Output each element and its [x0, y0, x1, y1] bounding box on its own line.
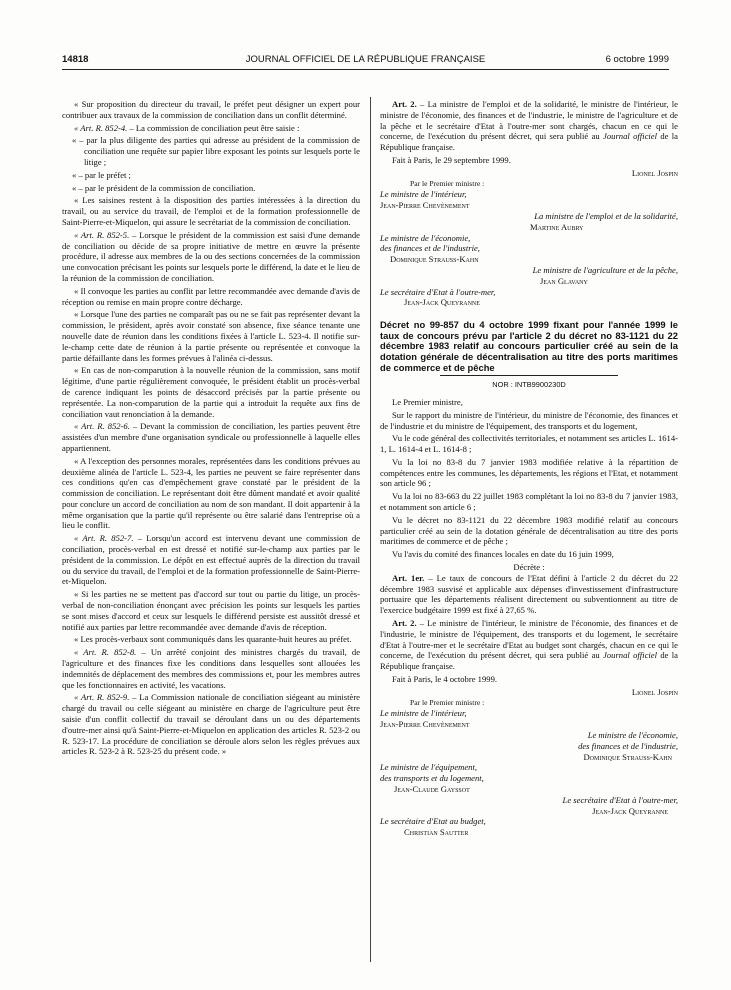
article-r852-8: « Art. R. 852-8. – Un arrêté conjoint des ministres chargés du travail, de l'agriculture et des finances fixe les conditions dans lesquelles sont allouées les indemnités de déplacement des membres des commissions et, pour les membres autres que les fonctionnaires en activité, les vacations. — [62, 647, 361, 690]
paragraph: « Les procès-verbaux sont communiqués dans les quarante-huit heures au préfet. — [74, 634, 352, 645]
signature-title: Le ministre de l'intérieur, — [380, 189, 467, 200]
visa: Sur le rapport du ministre de l'intérieur, du ministre de l'économie, des finances et de l'industrie et du ministre de l'équipement, des transports et du logement, — [380, 409, 678, 431]
list-item: « – par le préfet ; — [72, 169, 131, 180]
article-r852-5: « Art. R. 852-5. – Lorsque le président de la commission est saisi d'une demande de conciliation ou décide de sa propre initiative de mettre en œuvre la présente procédure, il adresse aux membres de la ou des sections concernées de la commission une convocation précisant les points sur lesquels porte le différend, la date et le lieu de la réunion de la commission de conciliation. — [62, 229, 360, 283]
column-divider — [370, 97, 371, 962]
decrete: Décrète : — [513, 562, 545, 573]
page-header — [62, 54, 669, 70]
paragraph: « Sur proposition du directeur du travail, le préfet peut désigner un expert pour contribuer aux travaux de la commission de conciliation dans un conflit déterminé. — [62, 99, 360, 120]
signature-name: Jean Glavany — [540, 275, 588, 286]
signature-name: Lionel Jospin — [631, 167, 678, 178]
article-2: Art. 2. – Le ministre de l'intérieur, le ministre de l'économie, des finances et de l'industrie, le ministre de l'équipement, des transports et du logement, le secrétaire d'Etat à l'outre-mer et le secrétaire d'Etat au budget sont chargés, chacun en ce qui le concerne, de l'exécution du présent décret, qui sera publié au Journal officiel de la République française. — [380, 618, 678, 672]
visa: Vu le décret no 83-1121 du 22 décembre 1983 modifié relatif au concours particulier créé au sein de la dotation générale de décentralisation au titre des ports maritimes de commerce et de pêche ; — [380, 514, 678, 547]
visa: Vu l'avis du comité des finances locales en date du 16 juin 1999, — [392, 549, 614, 560]
signature-title: Le ministre de l'économie, — [587, 730, 678, 741]
left-column — [62, 99, 360, 759]
signature-name: Christian Sautter — [404, 827, 469, 838]
signature-name: Dominique Strauss-Kahn — [390, 254, 479, 265]
signature-title: des transports et du logement, — [380, 773, 484, 784]
signature-name: Dominique Strauss-Kahn — [583, 751, 672, 762]
signature-intro: Par le Premier ministre : — [410, 697, 485, 707]
page-number: 14818 — [62, 54, 89, 65]
decree-rule — [440, 375, 619, 376]
paragraph: « A l'exception des personnes morales, représentées dans les conditions prévues au deuxième alinéa de l'article L. 523-4, les parties ne peuvent se faire représenter dans ces conditions qu'en cas d'empêchement grave constaté par le président de la commission de conciliation. Le représentant doit être dûment mandaté et avoir qualité pour conclure un accord de conciliation au nom de son mandant. Il doit appartenir à la même organisation que la partie qu'il représente ou être salarié dans l'entreprise où a lieu le conflit. — [62, 455, 360, 531]
article-r852-7: « Art. R. 852-7. – Lorsqu'un accord est intervenu devant une commission de conciliation, procès-verbal en est dressé et notifié sur-le-champ aux parties par le président de la commission. Le dépôt en est effectué auprès de la direction du travail ou du service du travail, de l'emploi et de la formation professionnelle de Saint-Pierre-et-Miquelon. — [62, 533, 361, 587]
signature-name: Jean-Jack Queyranne — [404, 297, 480, 308]
signature-name: Jean-Pierre Chevènement — [380, 200, 470, 211]
paragraph: « Lorsque l'une des parties ne comparaît pas ou ne se fait pas représenter devant la commission, le président, après avoir constaté son absence, fixe séance tenante une nouvelle date de réunion dans les conditions fixées à l'article L. 523-4. Il notifie sur-le-champ cette date de réunion à la partie présente ou représentée et convoque la partie défaillante dans les formes prévues à l'alinéa ci-dessus. — [62, 309, 360, 363]
article-ref: « Art. R. 852-6. — [74, 421, 130, 432]
done-at: Fait à Paris, le 29 septembre 1999. — [392, 154, 511, 165]
paragraph: « Si les parties ne se mettent pas d'accord sur tout ou partie du litige, un procès-verbal de non-conciliation énonçant avec précision les points sur lesquels les parties se sont mises d'accord et ceux sur lesquels le différend persiste est aussitôt dressé et notifié aux parties par lettre recommandée avec demande d'avis de réception. — [62, 589, 360, 632]
signature-name: Jean-Pierre Chevènement — [380, 719, 470, 730]
article-ref: « Art. R. 852-4. — [74, 122, 128, 133]
signature-title: Le ministre de l'économie, — [380, 232, 471, 243]
issue-date: 6 octobre 1999 — [605, 54, 669, 65]
signature-title: Le ministre de l'agriculture et de la pêche, — [532, 264, 678, 275]
article-r852-6: « Art. R. 852-6. – Devant la commission de conciliation, les parties peuvent être assistées d'un membre d'une organisation syndicale ou professionnelle à laquelle elles appartiennent. — [62, 421, 361, 453]
signature-name: Jean-Claude Gayssot — [394, 784, 470, 794]
signature-title: des finances et de l'industrie, — [578, 740, 678, 751]
paragraph: « Il convoque les parties au conflit par lettre recommandée avec demande d'avis de réception ou remise en main propre contre décharge. — [62, 285, 360, 307]
article-r852-4: « Art. R. 852-4. – La commission de conciliation peut être saisie : — [74, 122, 300, 133]
signature-name: Martine Aubry — [530, 221, 584, 232]
paragraph: « En cas de non-comparution à la nouvelle réunion de la commission, sans motif légitime, d'une partie régulièrement convoquée, le président établit un procès-verbal de carence indiquant les points de désaccord précisés par la partie présente ou représentée. La non-comparution de la partie qui a introduit la requête aux fins de conciliation vaut renonciation à la demande. — [62, 365, 360, 419]
article-2: Art. 2. – La ministre de l'emploi et de la solidarité, le ministre de l'intérieur, le ministre de l'économie, des finances et de l'industrie, le ministre de l'agriculture et de la pêche et le secrétaire d'Etat à l'outre-mer sont chargés, chacun en ce qui le concerne, de l'exécution du présent décret, qui sera publié au Journal officiel de la République française. — [380, 99, 678, 153]
signature-name: Lionel Jospin — [631, 686, 678, 697]
list-item: « – par la plus diligente des parties qui adresse au président de la commission de conciliation une requête sur papier libre exposant les points sur lesquels porte le litige ; — [72, 135, 360, 167]
right-column — [380, 99, 678, 838]
signature-title: La ministre de l'emploi et de la solidarité, — [534, 210, 678, 221]
visa: Vu la loi no 83-663 du 22 juillet 1983 complétant la loi no 83-8 du 7 janvier 1983, et notamment son article 6 ; — [380, 491, 678, 513]
done-at: Fait à Paris, le 4 octobre 1999. — [392, 674, 498, 685]
list-item: « – par le président de la commission de conciliation. — [72, 182, 256, 193]
article-label: Art. 2. — [392, 618, 417, 629]
paragraph: « Les saisines restent à la disposition des parties intéressées à la direction du travail, ou au service du travail, de l'emploi et de la formation professionnelle de Saint-Pierre-et-Miquelon, qui assure le secrétariat de la commission de conciliation. — [62, 195, 360, 227]
article-label: Art. 1er. — [392, 572, 425, 583]
signature-title: Le secrétaire d'Etat à l'outre-mer, — [380, 286, 496, 297]
signature-title: des finances et de l'industrie, — [380, 243, 480, 254]
article-ref: « Art. R. 852-8. — [74, 647, 137, 658]
paragraph: Le Premier ministre, — [392, 396, 463, 407]
article-ref: « Art. R. 852-9. — [74, 692, 130, 703]
journal-title: JOURNAL OFFICIEL DE LA RÉPUBLIQUE FRANÇAISE — [245, 54, 486, 65]
visa: Vu le code général des collectivités territoriales, et notamment ses articles L. 1614-1, L. 1614-4 et L. 1614-8 ; — [380, 433, 678, 455]
signature-intro: Par le Premier ministre : — [410, 178, 485, 188]
signature-title: Le ministre de l'intérieur, — [380, 708, 467, 719]
signature-title: Le secrétaire d'Etat au budget, — [380, 816, 486, 827]
decree-title: Décret no 99-857 du 4 octobre 1999 fixant pour l'année 1999 le taux de concours prévu par l'article 2 du décret no 83-1121 du 22 décembre 1983 relatif au concours particulier créé au sein de la dotation générale de décentralisation au titre des ports maritimes de commerce et de pêche — [380, 319, 678, 373]
header-rule — [62, 69, 669, 70]
article-r852-9: « Art. R. 852-9. – La Commission nationale de conciliation siégeant au ministère chargé du travail ou celle siégeant au ministère en charge de l'agriculture peut être saisie d'un conflit collectif du travail se déroulant dans un ou des départements d'outre-mer ainsi qu'à Saint-Pierre-et-Miquelon en application des articles R. 523-2 ou R. 523-17. La procédure de conciliation se déroule alors selon les règles prévues aux articles R. 523-2 à R. 523-25 du présent code. » — [62, 692, 361, 757]
article-ref: « Art. R. 852-7. — [74, 533, 134, 544]
nor-reference: NOR : INTB9900230D — [492, 380, 566, 390]
article-1: Art. 1er. – Le taux de concours de l'Etat défini à l'article 2 du décret du 22 décembre 1983 susvisé et applicable aux dépenses d'investissement d'infrastructure portuaire que les départements réalisent directement ou subventionnent au titre de l'exercice budgétaire 1999 est fixé à 27,65 %. — [380, 572, 678, 616]
visa: Vu la loi no 83-8 du 7 janvier 1983 modifiée relative à la répartition de compétences entre les communes, les départements, les régions et l'Etat, et notamment son article 96 ; — [380, 456, 678, 489]
signature-title: Le secrétaire d'Etat à l'outre-mer, — [562, 794, 678, 805]
article-label: Art. 2. — [392, 99, 417, 109]
signature-title: Le ministre de l'équipement, — [380, 762, 477, 773]
article-ref: « Art. R. 852-5. — [74, 229, 130, 240]
signature-name: Jean-Jack Queyranne — [592, 805, 668, 816]
